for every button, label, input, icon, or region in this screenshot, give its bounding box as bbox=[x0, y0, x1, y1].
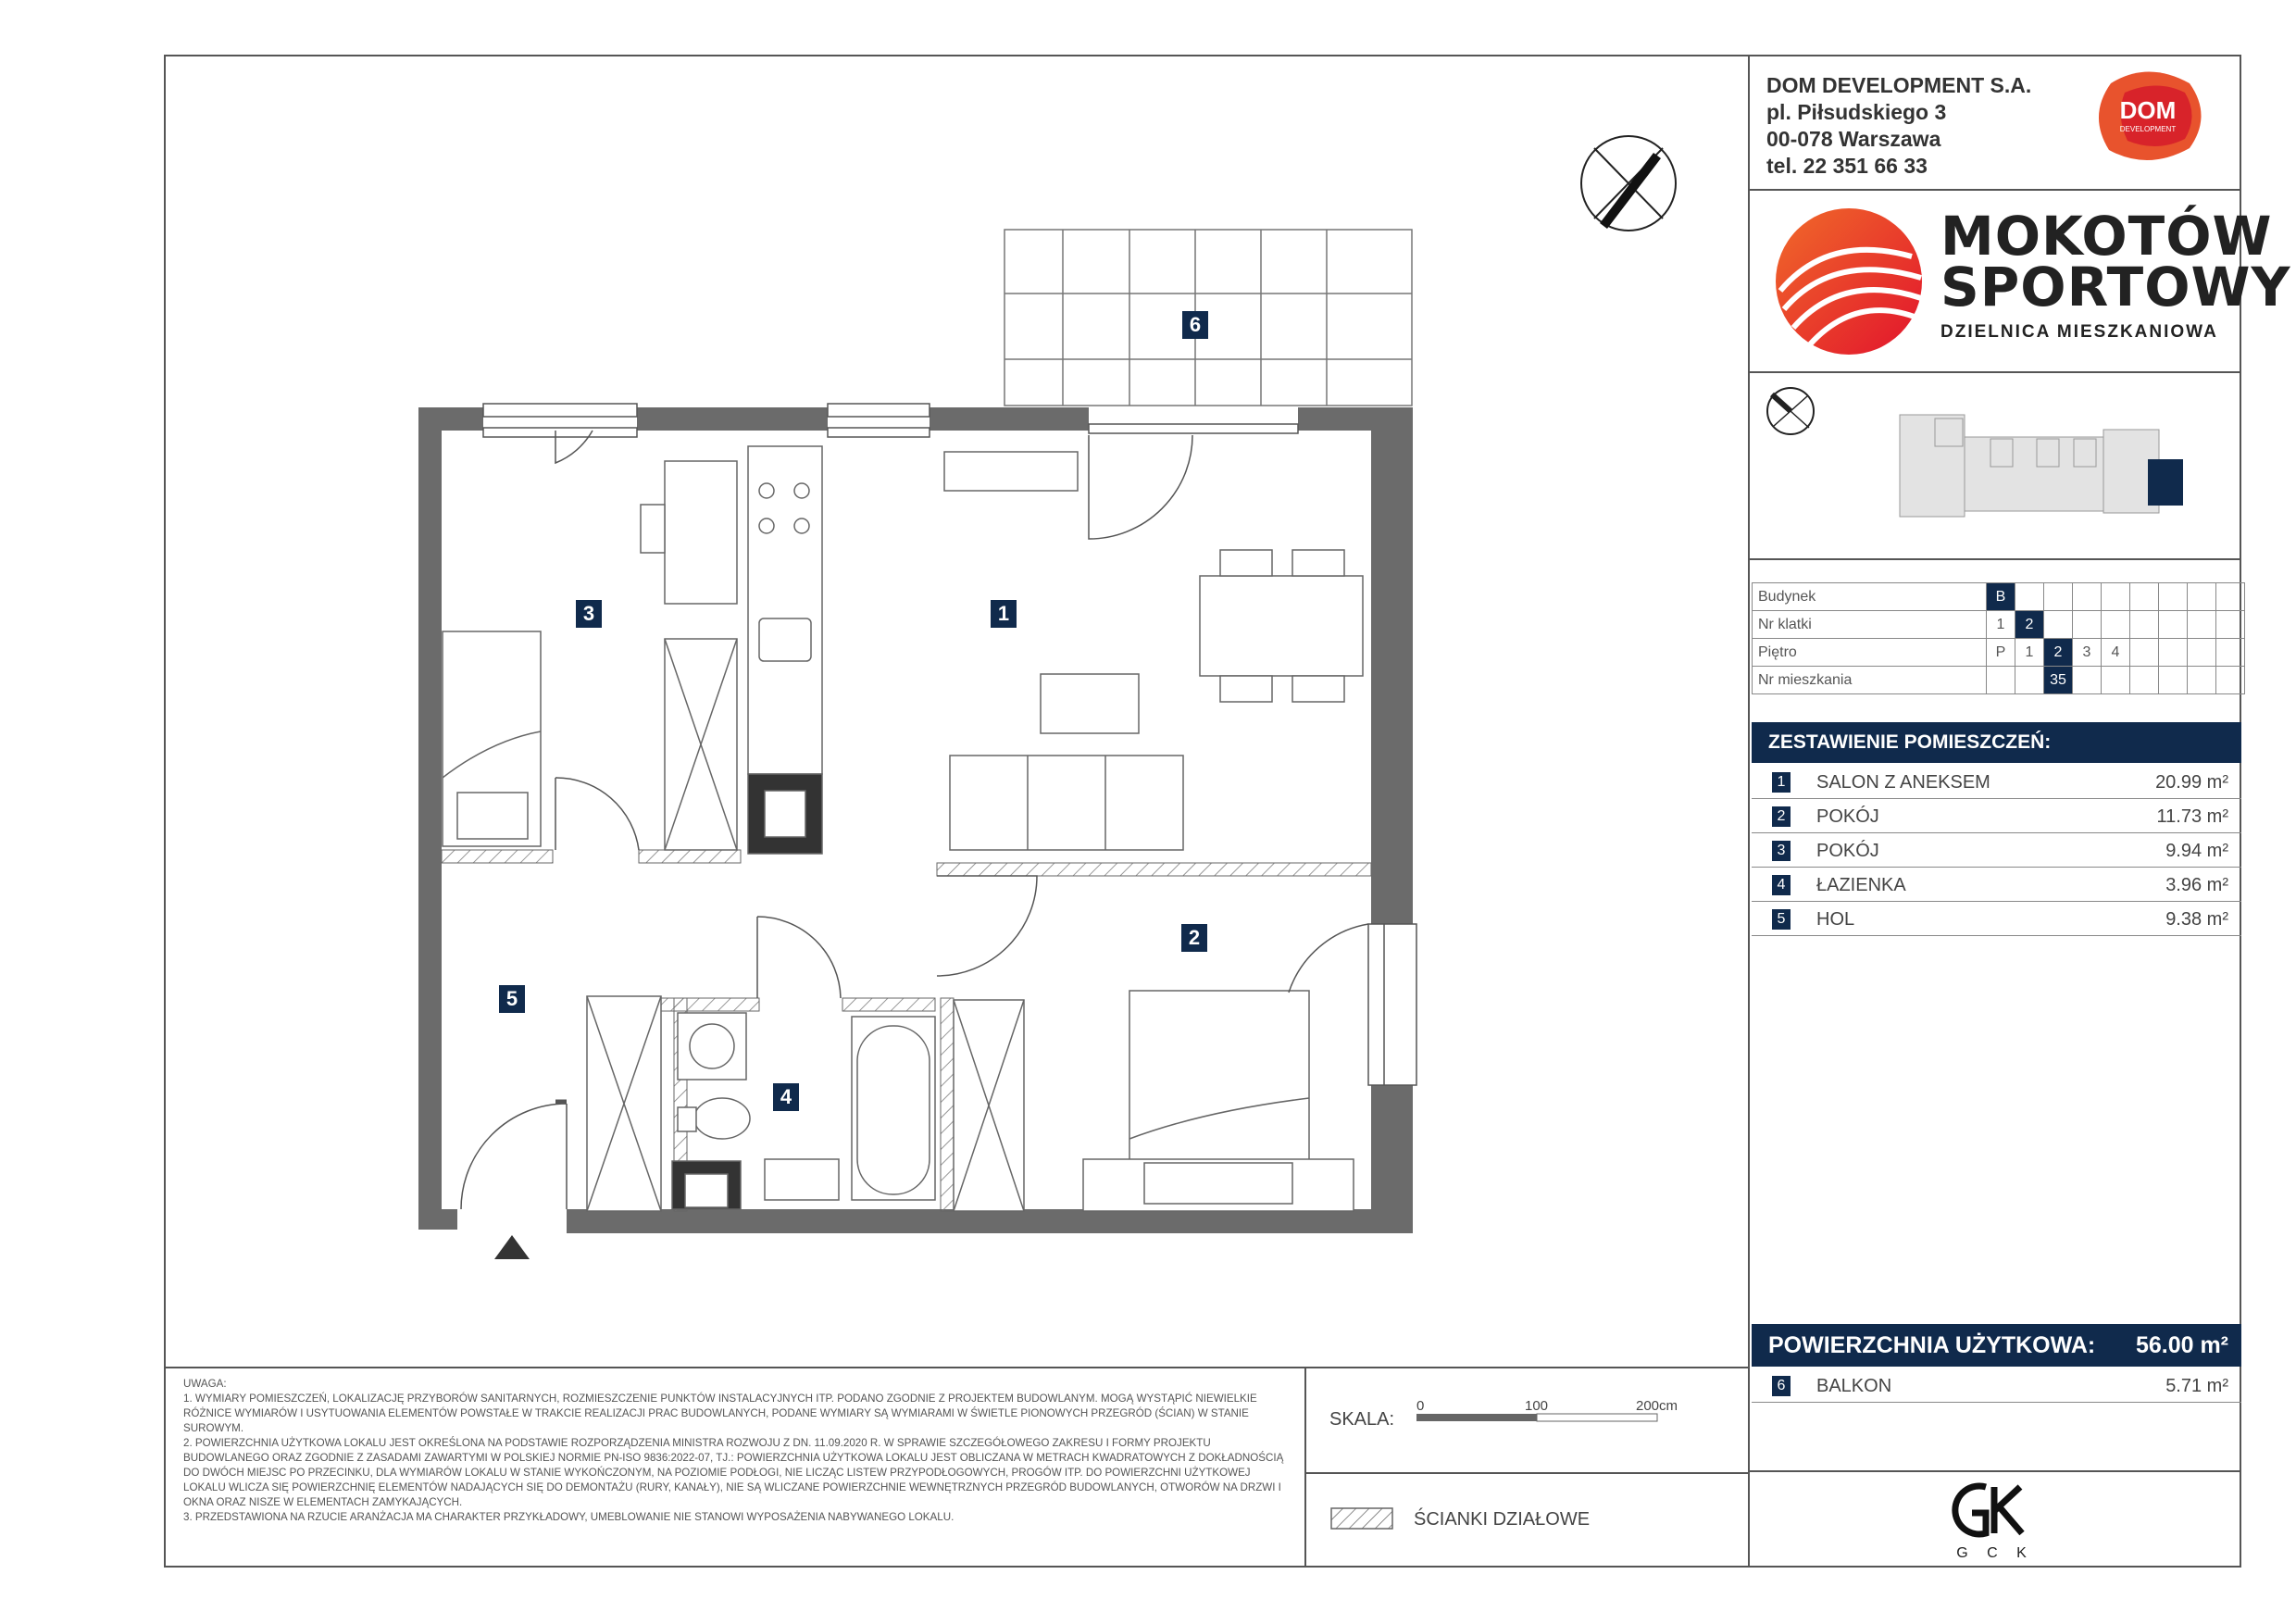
plan-label-hall: 5 bbox=[499, 985, 525, 1013]
windows bbox=[483, 404, 1416, 1085]
notes-title: UWAGA: bbox=[183, 1378, 227, 1390]
brand-line-1: MOKOTÓW bbox=[1940, 205, 2273, 268]
note-item: 3. PRZEDSTAWIONA NA RZUCIE ARANŻACJA MA CHARAKTER PRZYKŁADOWY, UMEBLOWANIE NIE STANOWI WYPOSAŻENIA NABYWANEGO LOKALU. bbox=[183, 1511, 955, 1523]
apartment-number-label: Nr mieszkania bbox=[1753, 667, 1987, 694]
room-area: 11.73 m² bbox=[2156, 806, 2228, 827]
note-item: 1. WYMIARY POMIESZCZEŃ, LOKALIZACJĘ PRZYBORÓW SANITARNYCH, ROZMIESZCZENIE PUNKTÓW INSTALACYJNYCH ITP. PODANO ZGODNIE Z PROJEKTEM BUDOWLANYM. MOGĄ WYSTĄPIĆ NIEWIELKIE RÓŻNICE WYMIARÓW I USYTUOWANIA ELEMENTÓW POWSTAŁE W TRAKCIE REALIZACJI PRAC BUDOWLANYCH, PODANE WYMIARY SĄ WYMIARAMI W ŚWIETLE PIONOWYCH PRZEGRÓD (ŚCIAN) W STANIE SUROWYM. bbox=[183, 1393, 1257, 1434]
usable-area-value: 56.00 m² bbox=[2135, 1332, 2228, 1358]
plan-label-room-2: 2 bbox=[1181, 924, 1207, 952]
staircase-1: 1 bbox=[1987, 611, 2015, 639]
room-area: 9.94 m² bbox=[2165, 841, 2228, 861]
building-value: B bbox=[1987, 583, 2015, 611]
room-area: 3.96 m² bbox=[2165, 875, 2228, 895]
legend-label: ŚCIANKI DZIAŁOWE bbox=[1414, 1509, 1591, 1530]
usable-area-label: POWIERZCHNIA UŻYTKOWA: bbox=[1768, 1332, 2096, 1358]
floor-3: 3 bbox=[2073, 639, 2102, 667]
logo-text-dom: DOM bbox=[2119, 96, 2177, 124]
room-number: 4 bbox=[1772, 875, 1791, 895]
apartment-number-value: 35 bbox=[2044, 667, 2073, 694]
brand-subtitle: DZIELNICA MIESZKANIOWA bbox=[1940, 322, 2218, 342]
floor-label: Piętro bbox=[1753, 639, 1987, 667]
note-item: 2. POWIERZCHNIA UŻYTKOWA LOKALU JEST OKREŚLONA NA PODSTAWIE ROZPORZĄDZENIA MINISTRA ROZWOJU Z DN. 11.09.2020 R. W SPRAWIE SZCZEGÓŁOWEGO ZAKRESU I FORMY PROJEKTU BUDOWLANEGO ORAZ ZGODNIE Z ZASADAMI ZAWARTYMI W POLSKIEJ NORMIE PN-ISO 9836:2022-07, TJ.: POWIERZCHNIA UŻYTKOWA LOKALU JEST OBLICZANA W METRACH KWADRATOWYCH Z DOKŁADNOŚCIĄ DO DWÓCH MIEJSC PO PRZECINKU, DLA WYMIARÓW LOKALU W STANIE WYKOŃCZONYM, NA POZIOMIE PODŁOGI, NIE LICZĄC LISTEW PRZYPODŁOGOWYCH, PROGÓW ITP. DO POWIERZCHNI UŻYTKOWEJ LOKALU WLICZA SIĘ POWIERZCHNIĘ ELEMENTÓW NADAJĄCYCH SIĘ DO DEMONTAŻU (RURY, KANAŁY), NIE SĄ WLICZANE POWIERZCHNIE WEWNĘTRZNYCH PRZEGRÓD BUDOWLANYCH, OTWORÓW NA DRZWI I OKNA ORAZ NISZE W ELEMENTACH ZAMYKAJĄCYCH. bbox=[183, 1437, 1284, 1508]
balcony-number: 6 bbox=[1772, 1376, 1791, 1396]
room-number: 2 bbox=[1772, 806, 1791, 827]
floor-2: 2 bbox=[2044, 639, 2073, 667]
plan-label-balcony: 6 bbox=[1182, 311, 1208, 339]
scale-tick-200: 200cm bbox=[1636, 1398, 1678, 1414]
building-label: Budynek bbox=[1753, 583, 1987, 611]
balcony bbox=[1004, 230, 1412, 406]
rooms-header: ZESTAWIENIE POMIESZCZEŃ: bbox=[1752, 722, 2241, 763]
logo-text-development: DEVELOPMENT bbox=[2119, 125, 2177, 133]
balcony-area: 5.71 m² bbox=[2165, 1376, 2228, 1396]
room-number: 5 bbox=[1772, 909, 1791, 930]
scale-tick-100: 100 bbox=[1525, 1398, 1549, 1414]
floor-1: 1 bbox=[2015, 639, 2044, 667]
company-address-1: pl. Piłsudskiego 3 bbox=[1766, 100, 1947, 124]
floor-4: 4 bbox=[2102, 639, 2130, 667]
company-name: DOM DEVELOPMENT S.A. bbox=[1766, 73, 2032, 97]
room-area: 20.99 m² bbox=[2155, 772, 2228, 793]
scale-label: SKALA: bbox=[1329, 1409, 1395, 1430]
room-number: 3 bbox=[1772, 841, 1791, 861]
room-name: ŁAZIENKA bbox=[1816, 875, 1906, 895]
room-name: HOL bbox=[1816, 909, 1855, 930]
brand-line-2: SPORTOWY bbox=[1940, 256, 2291, 319]
gck-letters: G C K bbox=[1956, 1545, 2034, 1561]
balcony-name: BALKON bbox=[1816, 1376, 1892, 1396]
room-name: POKÓJ bbox=[1816, 806, 1879, 827]
compass-icon bbox=[1581, 136, 1676, 231]
staircase-label: Nr klatki bbox=[1753, 611, 1987, 639]
floor-p: P bbox=[1987, 639, 2015, 667]
plan-label-bathroom: 4 bbox=[773, 1083, 799, 1111]
company-phone: tel. 22 351 66 33 bbox=[1766, 154, 1928, 178]
scale-tick-0: 0 bbox=[1416, 1398, 1425, 1414]
room-name: POKÓJ bbox=[1816, 841, 1879, 861]
plan-label-room-3: 3 bbox=[576, 600, 602, 628]
furniture bbox=[443, 446, 1363, 1211]
company-address-2: 00-078 Warszawa bbox=[1766, 127, 1941, 151]
room-number: 1 bbox=[1772, 772, 1791, 793]
staircase-2: 2 bbox=[2015, 611, 2044, 639]
room-name: SALON Z ANEKSEM bbox=[1816, 772, 1990, 793]
plan-label-living-room: 1 bbox=[991, 600, 1017, 628]
room-area: 9.38 m² bbox=[2165, 909, 2228, 930]
entrance-marker-icon bbox=[494, 1235, 530, 1259]
